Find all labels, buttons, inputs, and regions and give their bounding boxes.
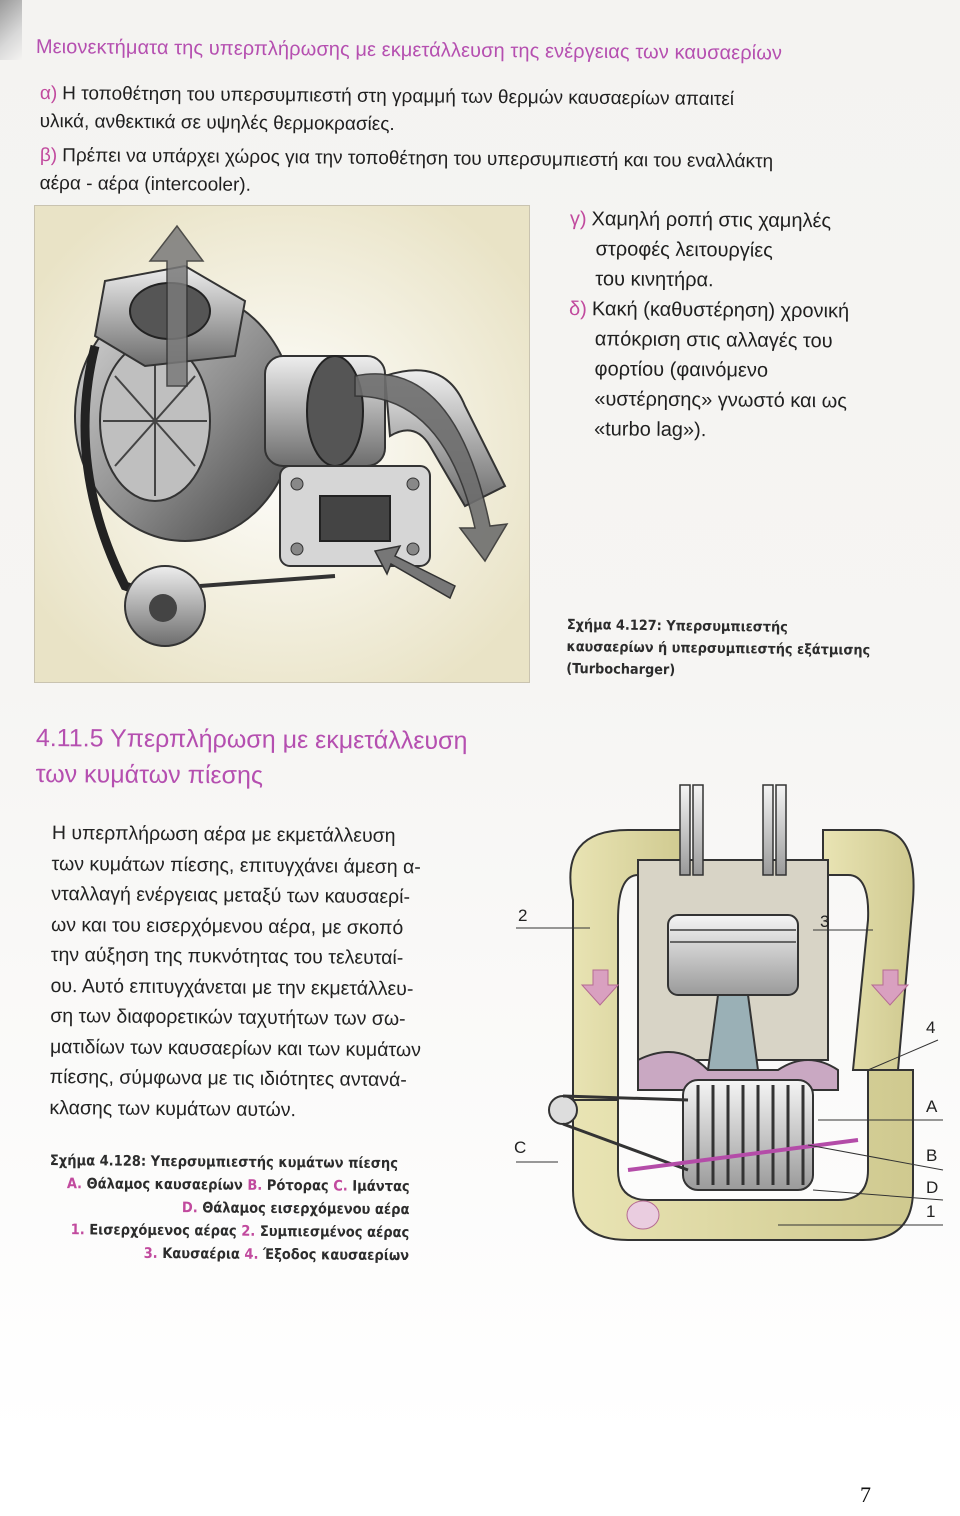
legend-text-1: Εισερχόμενος αέρας — [89, 1222, 237, 1240]
disadvantage-d-line3: φορτίου (φαινόμενο — [594, 358, 769, 382]
figure-127-caption-line3: (Turbocharger) — [566, 660, 676, 679]
label-d: D — [926, 1178, 939, 1197]
page-number: 7 — [860, 1482, 871, 1507]
turbine-wheel — [307, 356, 363, 466]
list-letter-d: δ) — [568, 297, 587, 321]
label-c: C — [514, 1138, 527, 1157]
disadvantage-d-line5: «turbo lag»). — [593, 418, 707, 442]
body-line: ων και του εισερχόμενου αέρα, με σκοπό — [50, 913, 404, 939]
body-line: κλασης των κυμάτων αυτών. — [49, 1096, 297, 1121]
legend-text-2: Συμπιεσμένος αέρας — [259, 1223, 410, 1242]
turbocharger-drawing — [35, 206, 529, 682]
figure-127-caption — [566, 614, 898, 684]
legend-line-4 — [49, 1242, 409, 1268]
label-2: 2 — [518, 906, 528, 925]
disadvantage-a-line1: Η τοποθέτηση του υπερσυμπιεστή στη γραμμή των θερμών καυσαερίων απαιτεί — [62, 83, 735, 111]
section-title-line2: των κυμάτων πίεσης — [35, 759, 264, 790]
legend-text-d: Θάλαμος εισερχόμενου αέρα — [202, 1200, 410, 1219]
section-title-line1: 4.11.5 Υπερπλήρωση με εκμετάλλευση — [35, 723, 468, 756]
legend-line-3 — [49, 1219, 409, 1245]
body-line: των κυμάτων πίεσης, επιτυγχάνει άμεση α- — [51, 852, 421, 878]
legend-text-4: Έξοδος καυσαερίων — [262, 1246, 410, 1265]
body-line: ματιδίων των καυσαερίων και των κυμάτων — [49, 1035, 421, 1061]
legend-key-d: D. — [181, 1200, 198, 1217]
legend-key-1: 1. — [70, 1222, 85, 1239]
disadvantage-d-line2: απόκριση στις αλλαγές του — [594, 328, 833, 353]
legend-text-3: Καυσαέρια — [162, 1245, 240, 1263]
disadvantage-a — [40, 80, 920, 144]
legend-key-b: Β. — [247, 1177, 263, 1194]
list-letter-c: γ) — [569, 207, 587, 231]
legend-key-a: Α. — [66, 1176, 83, 1193]
label-b: B — [926, 1146, 938, 1165]
disadvantage-d-line1: Κακή (καθυστέρηση) χρονική — [591, 298, 850, 323]
label-a: A — [926, 1097, 938, 1116]
figure-128-title: Σχήμα 4.128: Υπερσυμπιεστής κυμάτων πίεσης — [49, 1152, 399, 1173]
legend-key-c: C. — [333, 1178, 348, 1195]
legend-key-2: 2. — [241, 1223, 256, 1240]
disadvantage-c-line2: στροφές λειτουργίες — [595, 238, 773, 262]
body-line: Η υπερπλήρωση αέρα με εκμετάλλευση — [51, 821, 396, 847]
label-3: 3 — [820, 912, 830, 931]
figure-127-caption-line1: Σχήμα 4.127: Υπερσυμπιεστής — [566, 616, 788, 636]
belt-pulley — [549, 1096, 577, 1124]
legend-line-1 — [50, 1173, 410, 1199]
label-4: 4 — [926, 1018, 936, 1037]
list-letter-b: β) — [39, 144, 58, 167]
turbocharger-illustration — [34, 205, 530, 683]
label-1: 1 — [926, 1202, 936, 1221]
legend-text-c: Ιμάντας — [352, 1178, 410, 1196]
disadvantage-b-line2: αέρα - αέρα (intercooler). — [39, 172, 252, 196]
legend-text-a: Θάλαμος καυσαερίων — [86, 1176, 243, 1194]
body-line: ου. Αυτό επιτυγχάνεται με την εκμετάλλευ- — [50, 974, 414, 1000]
pressure-wave-supercharger-diagram — [478, 770, 948, 1280]
disadvantage-d-line4: «υστέρησης» γνωστό και ως — [594, 388, 848, 413]
legend-text-b: Ρότορας — [266, 1177, 329, 1195]
disadvantage-b — [40, 142, 920, 206]
disadvantage-a-line2: υλικά, ανθεκτικά σε υψηλές θερμοκρασίες. — [39, 110, 395, 136]
disadvantages-heading: Μειονεκτήματα της υπερπλήρωσης με εκμετάλλευση της ενέργειας των καυσαερίων — [35, 36, 783, 65]
disadvantage-b-line1: Πρέπει να υπάρχει χώρος για την τοποθέτηση του υπερσυμπιεστή και του εναλλάκτη — [62, 145, 774, 173]
disadvantage-c-line1: Χαμηλή ροπή στις χαμηλές — [591, 208, 832, 233]
section-body — [49, 818, 462, 1127]
legend-key-4: 4. — [244, 1246, 259, 1263]
engine-drawing — [478, 770, 948, 1280]
body-line: ση των διαφορετικών ταχυτήτων των σω- — [50, 1004, 406, 1031]
list-letter-a: α) — [39, 82, 58, 105]
rotor — [683, 1080, 813, 1190]
inlet-air-arrow-icon — [627, 1201, 659, 1229]
body-line: νταλλαγή ενέργειας μεταξύ των καυσαερί- — [51, 882, 411, 909]
disadvantage-d — [569, 294, 899, 327]
body-line: πίεσης, σύμφωνα με τις ιδιότητες αντανά- — [49, 1065, 407, 1092]
figure-128-caption — [49, 1150, 410, 1268]
disadvantage-c — [570, 204, 900, 237]
turbine-inlet — [320, 496, 390, 541]
figure-127-caption-line2: καυσαερίων ή υπερσυμπιεστής εξάτμισης — [566, 638, 871, 659]
connecting-rod — [708, 995, 758, 1070]
legend-line-2 — [49, 1196, 409, 1222]
scan-shadow — [0, 0, 22, 60]
disadvantages-side-list — [568, 204, 900, 447]
exhaust-pipe — [823, 830, 914, 1070]
piston — [668, 915, 798, 995]
legend-key-3: 3. — [143, 1245, 158, 1262]
disadvantage-c-line3: του κινητήρα. — [595, 268, 714, 292]
body-line: την αύξηση της πυκνότητας του τελευταί- — [50, 943, 404, 970]
